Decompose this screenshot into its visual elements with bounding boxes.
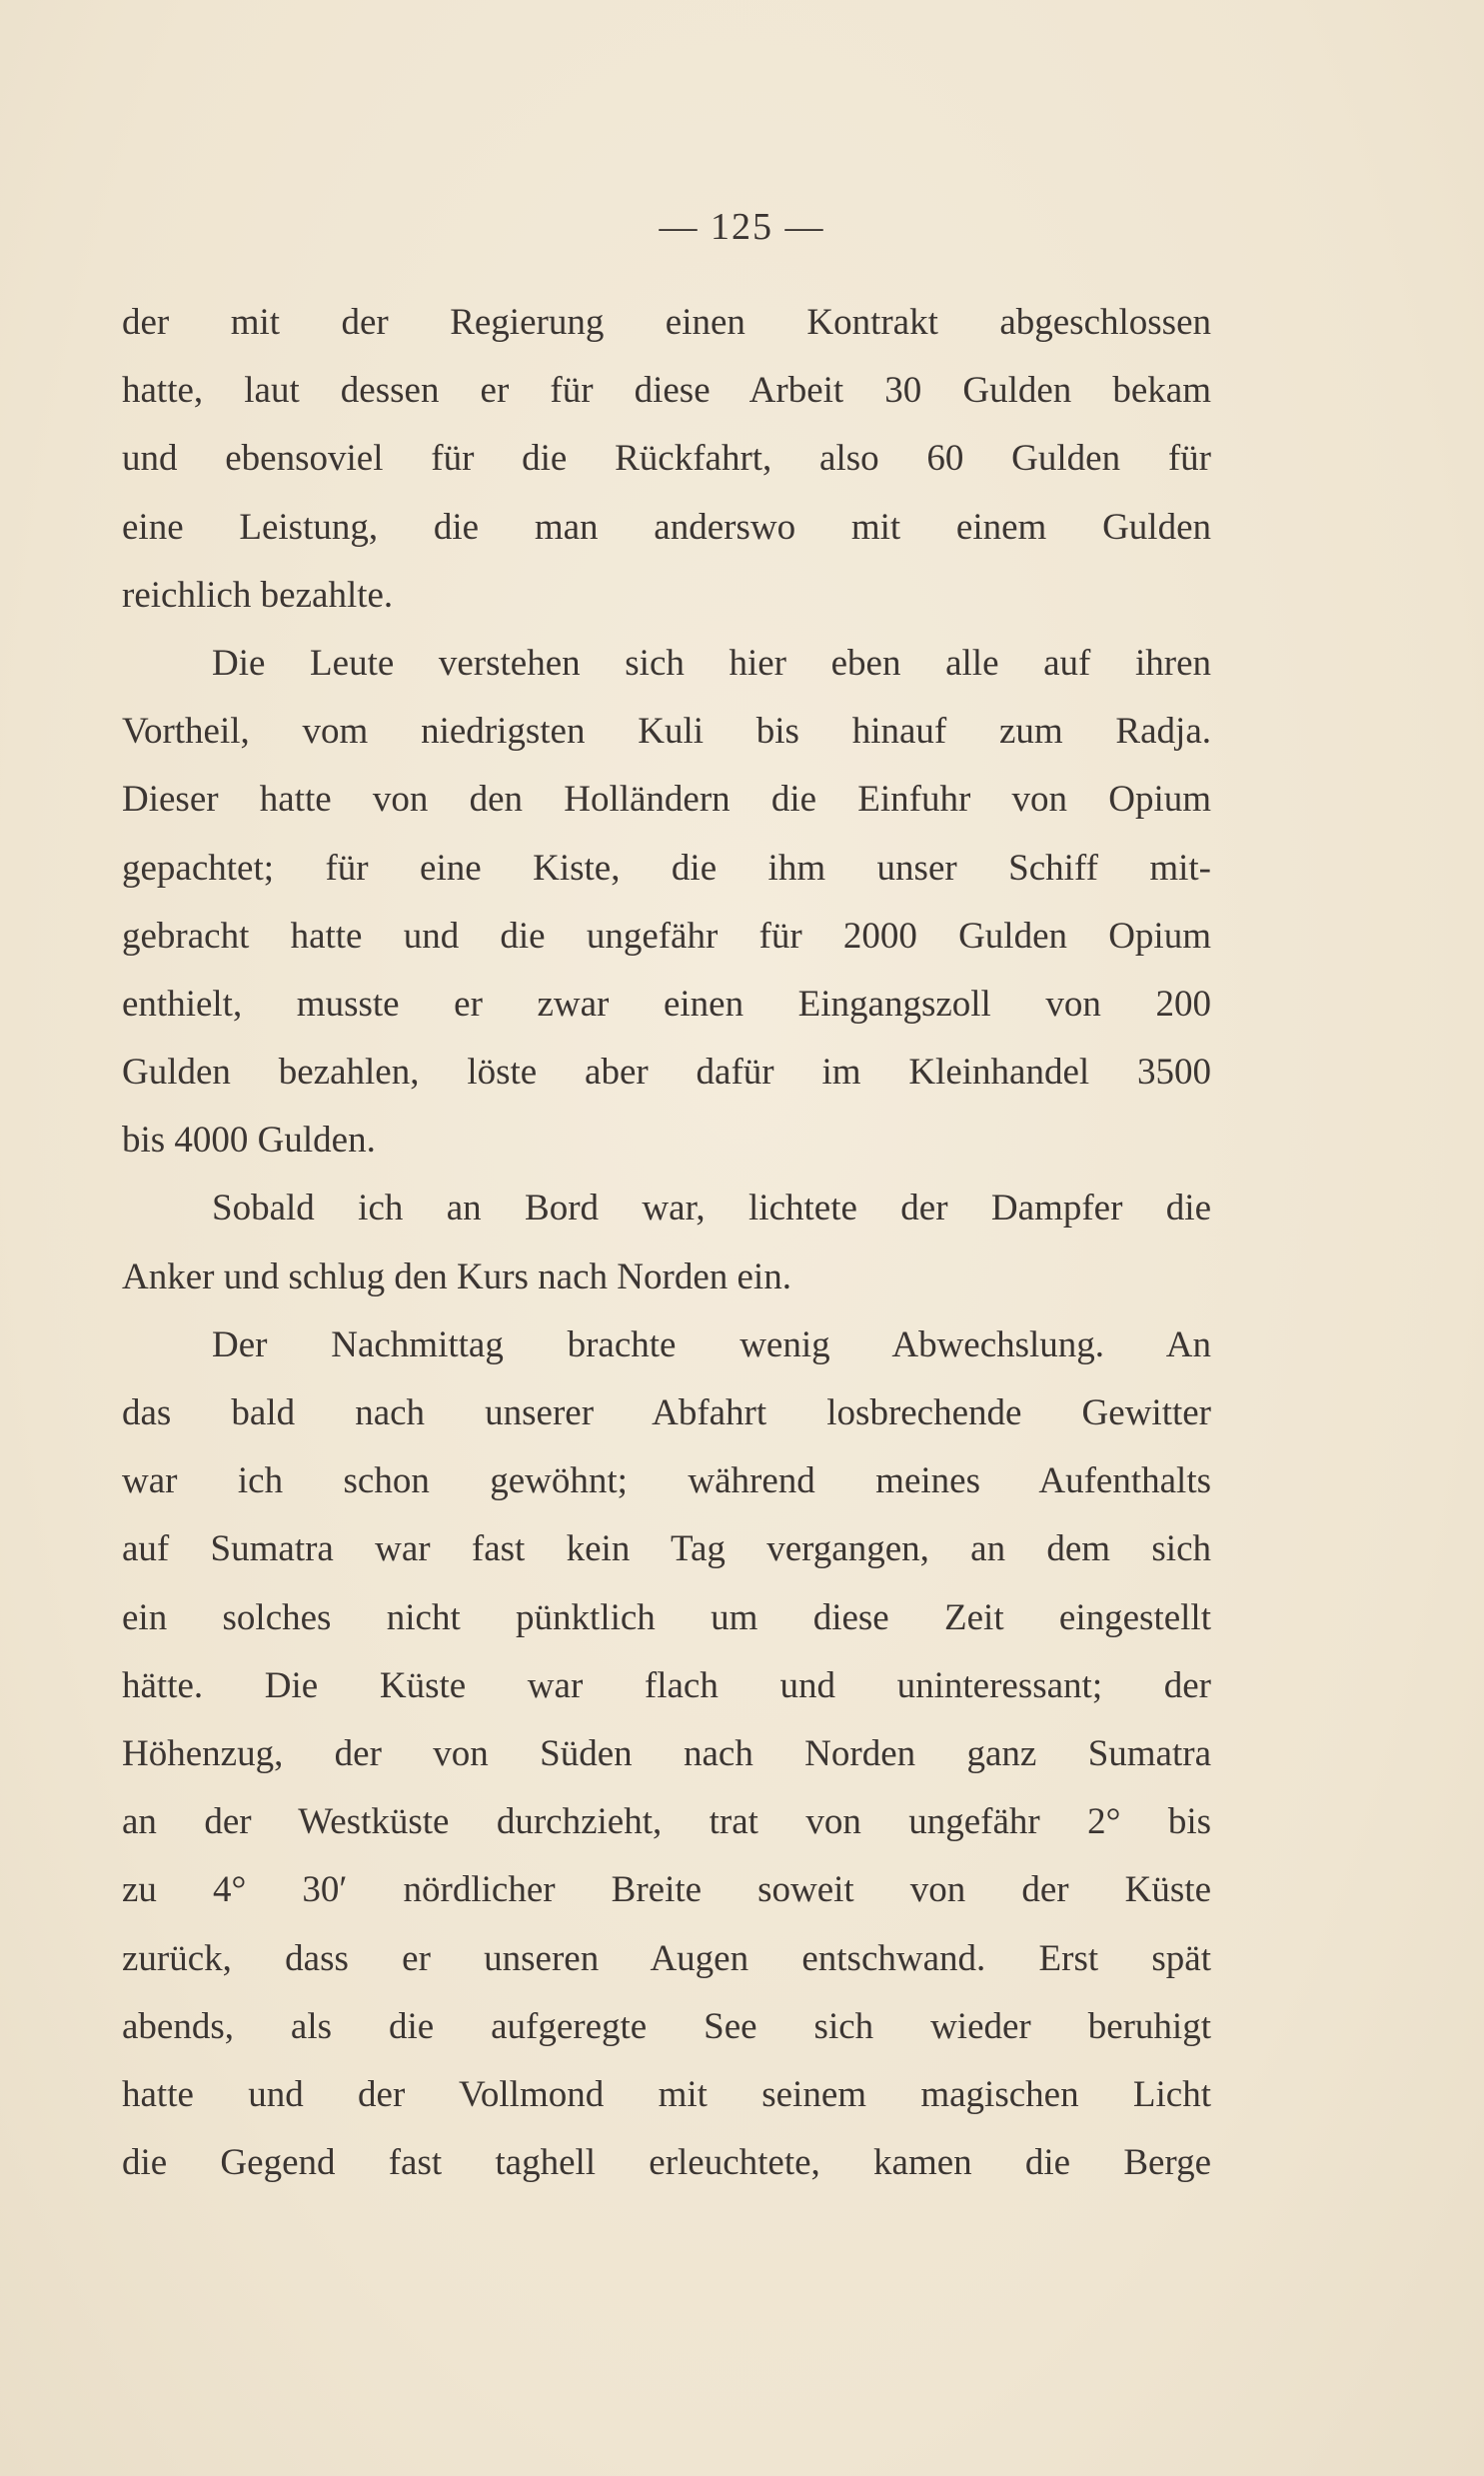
text-line: Anker und schlug den Kurs nach Norden ein. [122,1255,791,1297]
text-line: hätte. Die Küste war flach und uninteressant; der [122,1664,1211,1706]
text-line: hatte und der Vollmond mit seinem magischen Licht [122,2073,1211,2115]
page-number: — 125 — [659,206,825,248]
text-line: und ebensoviel für die Rückfahrt, also 60 Gulden für [122,438,1211,480]
text-line: reichlich bezahlte. [122,574,394,616]
text-line: Vortheil, vom niedrigsten Kuli bis hinauf zum Radja. [122,711,1211,753]
text-line: Die Leute verstehen sich hier eben alle auf ihren [212,642,1211,684]
text-line: gepachtet; für eine Kiste, die ihm unser Schiff mit- [122,847,1211,889]
text-line: war ich schon gewöhnt; während meines Aufenthalts [122,1460,1211,1502]
text-line: abends, als die aufgeregte See sich wieder beruhigt [122,2005,1211,2047]
text-line: enthielt, musste er zwar einen Eingangszoll von 200 [122,983,1211,1025]
text-line: Der Nachmittag brachte wenig Abwechslung. An [212,1323,1211,1365]
text-line: der mit der Regierung einen Kontrakt abgeschlossen [122,302,1211,343]
text-line: gebracht hatte und die ungefähr für 2000 Gulden Opium [122,915,1211,957]
text-line: auf Sumatra war fast kein Tag vergangen, an dem sich [122,1528,1211,1570]
text-line: Dieser hatte von den Holländern die Einfuhr von Opium [122,779,1211,821]
text-line: an der Westküste durchzieht, trat von ungefähr 2° bis [122,1801,1211,1843]
text-line: Gulden bezahlen, löste aber dafür im Kleinhandel 3500 [122,1052,1211,1094]
text-line: zu 4° 30′ nördlicher Breite soweit von der Küste [122,1869,1211,1911]
text-line: die Gegend fast taghell erleuchtete, kamen die Berge [122,2142,1211,2184]
body-text [122,292,1211,2200]
text-line: hatte, laut dessen er für diese Arbeit 30 Gulden bekam [122,370,1211,412]
text-line: Höhenzug, der von Süden nach Norden ganz Sumatra [122,1732,1211,1774]
text-line: zurück, dass er unseren Augen entschwand. Erst spät [122,1937,1211,1979]
text-line: Sobald ich an Bord war, lichtete der Dampfer die [212,1188,1211,1230]
text-line: ein solches nicht pünktlich um diese Zeit eingestellt [122,1596,1211,1638]
text-line: eine Leistung, die man anderswo mit einem Gulden [122,506,1211,548]
text-line: bis 4000 Gulden. [122,1120,376,1162]
text-line: das bald nach unserer Abfahrt losbrechende Gewitter [122,1392,1211,1433]
